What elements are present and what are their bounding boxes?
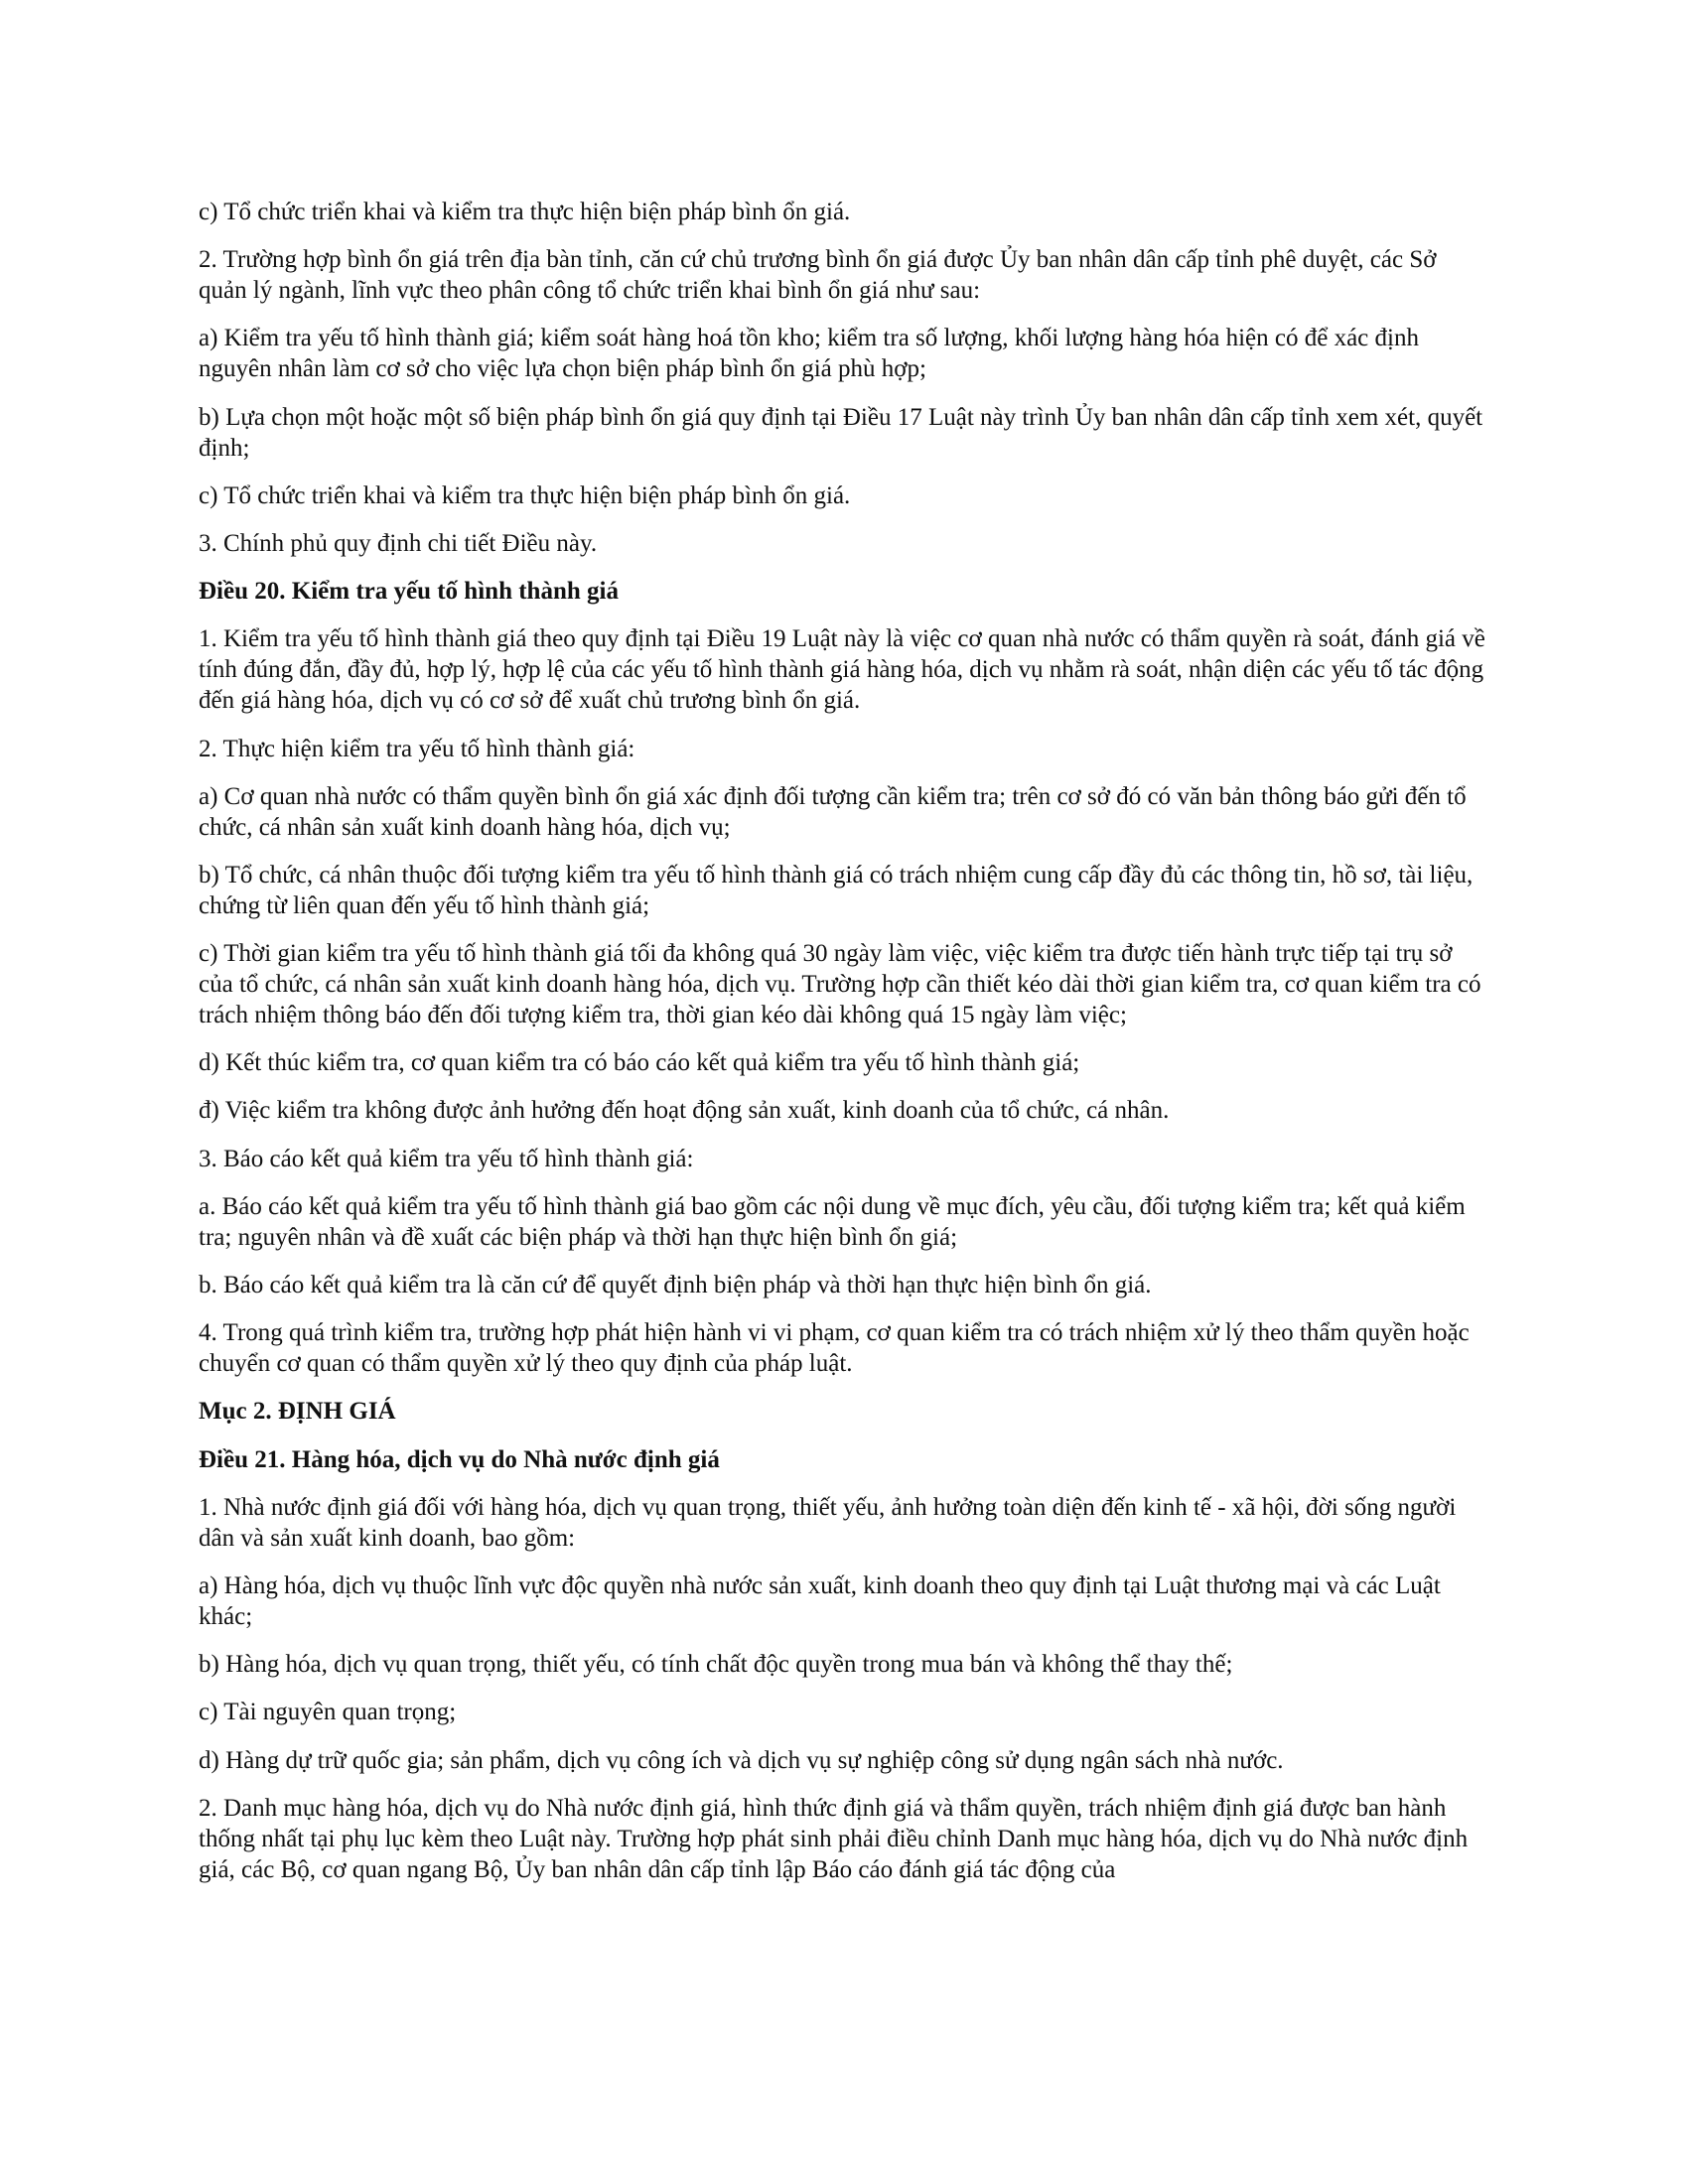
paragraph: 4. Trong quá trình kiểm tra, trường hợp phát hiện hành vi vi phạm, cơ quan kiểm tra có trách nhiệm xử lý theo thẩm quyền hoặc chuyển cơ quan có thẩm quyền xử lý theo quy định của pháp luật.	[199, 1319, 1470, 1378]
paragraph: 2. Danh mục hàng hóa, dịch vụ do Nhà nước định giá, hình thức định giá và thẩm quyền, trách nhiệm định giá được ban hành thống nhất tại phụ lục kèm theo Luật này. Trường hợp phát sinh phải điều chỉnh Danh mục hàng hóa, dịch vụ do Nhà nước định giá, các Bộ, cơ quan ngang Bộ, Ủy ban nhân dân cấp tỉnh lập Báo cáo đánh giá tác động của	[199, 1794, 1469, 1883]
paragraph: a) Cơ quan nhà nước có thẩm quyền bình ổn giá xác định đối tượng cần kiểm tra; trên cơ sở đó có văn bản thông báo gửi đến tổ chức, cá nhân sản xuất kinh doanh hàng hóa, dịch vụ;	[199, 782, 1467, 841]
paragraph: d) Kết thúc kiểm tra, cơ quan kiểm tra có báo cáo kết quả kiểm tra yếu tố hình thành giá;	[199, 1049, 1080, 1077]
section-2-heading: Mục 2. ĐỊNH GIÁ	[199, 1398, 396, 1426]
paragraph: 1. Nhà nước định giá đối với hàng hóa, dịch vụ quan trọng, thiết yếu, ảnh hưởng toàn diện đến kinh tế - xã hội, đời sống người dân và sản xuất kinh doanh, bao gồm:	[199, 1493, 1457, 1552]
paragraph: 2. Trường hợp bình ổn giá trên địa bàn tỉnh, căn cứ chủ trương bình ổn giá được Ủy ban nhân dân cấp tỉnh phê duyệt, các Sở quản lý ngành, lĩnh vực theo phân công tổ chức triển khai bình ổn giá như sau:	[199, 246, 1437, 305]
paragraph: b) Hàng hóa, dịch vụ quan trọng, thiết yếu, có tính chất độc quyền trong mua bán và không thể thay thế;	[199, 1651, 1233, 1679]
article-21-heading: Điều 21. Hàng hóa, dịch vụ do Nhà nước định giá	[199, 1445, 720, 1473]
paragraph: 2. Thực hiện kiểm tra yếu tố hình thành giá:	[199, 735, 635, 762]
paragraph: a) Kiểm tra yếu tố hình thành giá; kiểm soát hàng hoá tồn kho; kiểm tra số lượng, khối lượng hàng hóa hiện có để xác định nguyên nhân làm cơ sở cho việc lựa chọn biện pháp bình ổn giá phù hợp;	[199, 325, 1419, 383]
paragraph: b) Tổ chức, cá nhân thuộc đối tượng kiểm tra yếu tố hình thành giá có trách nhiệm cung cấp đầy đủ các thông tin, hồ sơ, tài liệu, chứng từ liên quan đến yếu tố hình thành giá;	[199, 861, 1474, 919]
paragraph: a) Hàng hóa, dịch vụ thuộc lĩnh vực độc quyền nhà nước sản xuất, kinh doanh theo quy định tại Luật thương mại và các Luật khác;	[199, 1571, 1441, 1630]
paragraph: 1. Kiểm tra yếu tố hình thành giá theo quy định tại Điều 19 Luật này là việc cơ quan nhà nước có thẩm quyền rà soát, đánh giá về tính đúng đắn, đầy đủ, hợp lý, hợp lệ của các yếu tố hình thành giá hàng hóa, dịch vụ nhằm rà soát, nhận diện các yếu tố tác động đến giá hàng hóa, dịch vụ có cơ sở để xuất chủ trương bình ổn giá.	[199, 625, 1485, 715]
paragraph: đ) Việc kiểm tra không được ảnh hưởng đến hoạt động sản xuất, kinh doanh của tổ chức, cá nhân.	[199, 1097, 1170, 1125]
article-20-heading: Điều 20. Kiểm tra yếu tố hình thành giá	[199, 578, 619, 606]
paragraph: 3. Báo cáo kết quả kiểm tra yếu tố hình thành giá:	[199, 1145, 694, 1172]
paragraph: 3. Chính phủ quy định chi tiết Điều này.	[199, 529, 598, 557]
paragraph: c) Thời gian kiểm tra yếu tố hình thành giá tối đa không quá 30 ngày làm việc, việc kiểm tra được tiến hành trực tiếp tại trụ sở của tổ chức, cá nhân sản xuất kinh doanh hàng hóa, dịch vụ. Trường hợp cần thiết kéo dài thời gian kiểm tra, cơ quan kiểm tra có trách nhiệm thông báo đến đối tượng kiểm tra, thời gian kéo dài không quá 15 ngày làm việc;	[199, 940, 1481, 1029]
document-page	[199, 197, 1489, 1902]
paragraph: c) Tài nguyên quan trọng;	[199, 1699, 457, 1726]
paragraph: c) Tổ chức triển khai và kiểm tra thực hiện biện pháp bình ổn giá.	[199, 199, 851, 225]
paragraph: b) Lựa chọn một hoặc một số biện pháp bình ổn giá quy định tại Điều 17 Luật này trình Ủy ban nhân dân cấp tỉnh xem xét, quyết định;	[199, 403, 1483, 462]
paragraph: a. Báo cáo kết quả kiểm tra yếu tố hình thành giá bao gồm các nội dung về mục đích, yêu cầu, đối tượng kiểm tra; kết quả kiểm tra; nguyên nhân và đề xuất các biện pháp và thời hạn thực hiện bình ổn giá;	[199, 1192, 1466, 1251]
paragraph: b. Báo cáo kết quả kiểm tra là căn cứ để quyết định biện pháp và thời hạn thực hiện bình ổn giá.	[199, 1272, 1152, 1298]
paragraph: d) Hàng dự trữ quốc gia; sản phẩm, dịch vụ công ích và dịch vụ sự nghiệp công sử dụng ngân sách nhà nước.	[199, 1746, 1284, 1774]
paragraph: c) Tổ chức triển khai và kiểm tra thực hiện biện pháp bình ổn giá.	[199, 481, 851, 509]
